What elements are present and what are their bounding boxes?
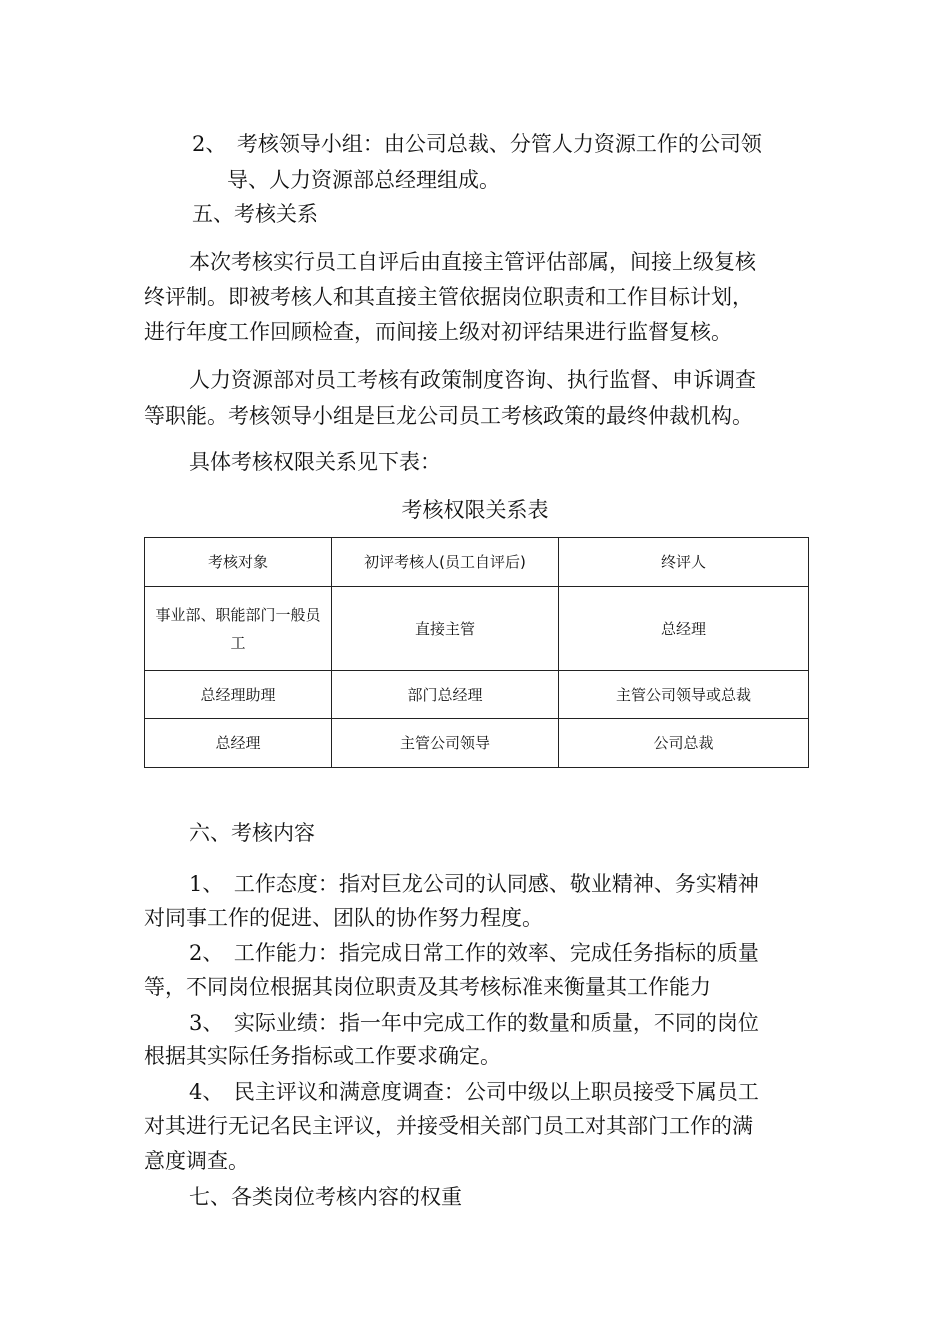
table-cell: 总经理 (145, 719, 332, 768)
table-header-cell: 考核对象 (145, 538, 332, 587)
section6-item1-line2: 对同事工作的促进、团队的协作努力程度。 (144, 906, 543, 930)
table-row (145, 587, 809, 671)
section5-paragraph1-line3: 进行年度工作回顾检查，而间接上级对初评结果进行监督复核。 (144, 320, 732, 344)
table-cell: 主管公司领导或总裁 (559, 671, 809, 719)
section6-item4-line1: 4、 民主评议和满意度调查：公司中级以上职员接受下属员工 (189, 1080, 759, 1104)
table-cell: 总经理 (559, 587, 809, 671)
table-row (145, 671, 809, 719)
table-cell: 公司总裁 (559, 719, 809, 768)
section6-heading: 六、考核内容 (189, 821, 315, 845)
table-header-cell: 终评人 (559, 538, 809, 587)
section6-item3-line1: 3、 实际业绩：指一年中完成工作的数量和质量，不同的岗位 (189, 1011, 759, 1035)
section6-item4-line2: 对其进行无记名民主评议，并接受相关部门员工对其部门工作的满 (144, 1114, 753, 1138)
table-cell: 部门总经理 (332, 671, 559, 719)
table-header-cell: 初评考核人(员工自评后) (332, 538, 559, 587)
section6-item2-line2: 等，不同岗位根据其岗位职责及其考核标准来衡量其工作能力 (144, 975, 711, 999)
table-row (145, 719, 809, 768)
section5-paragraph1-line2: 终评制。即被考核人和其直接主管依据岗位职责和工作目标计划， (144, 285, 753, 309)
table-header-row (145, 538, 809, 587)
section4-item2-line2: 导、人力资源部总经理组成。 (227, 168, 500, 192)
section6-item3-line2: 根据其实际任务指标或工作要求确定。 (144, 1044, 501, 1068)
table-cell: 事业部、职能部门一般员工 (145, 587, 332, 671)
authority-table (144, 537, 809, 768)
section5-paragraph3: 具体考核权限关系见下表： (189, 450, 441, 474)
table-cell: 总经理助理 (145, 671, 332, 719)
section4-item2-line1: 2、 考核领导小组：由公司总裁、分管人力资源工作的公司领 (192, 132, 762, 156)
section5-paragraph2-line1: 人力资源部对员工考核有政策制度咨询、执行监督、申诉调查 (189, 368, 756, 392)
table-cell: 直接主管 (332, 587, 559, 671)
section5-heading: 五、考核关系 (192, 202, 318, 226)
section5-paragraph1-line1: 本次考核实行员工自评后由直接主管评估部属，间接上级复核 (189, 250, 756, 274)
section6-item2-line1: 2、 工作能力：指完成日常工作的效率、完成任务指标的质量 (189, 941, 759, 965)
section6-item4-line3: 意度调查。 (144, 1149, 249, 1173)
table-title: 考核权限关系表 (401, 498, 549, 522)
table-cell: 主管公司领导 (332, 719, 559, 768)
section6-item1-line1: 1、 工作态度：指对巨龙公司的认同感、敬业精神、务实精神 (189, 872, 759, 896)
section7-heading: 七、各类岗位考核内容的权重 (189, 1185, 462, 1209)
section5-paragraph2-line2: 等职能。考核领导小组是巨龙公司员工考核政策的最终仲裁机构。 (144, 404, 753, 428)
